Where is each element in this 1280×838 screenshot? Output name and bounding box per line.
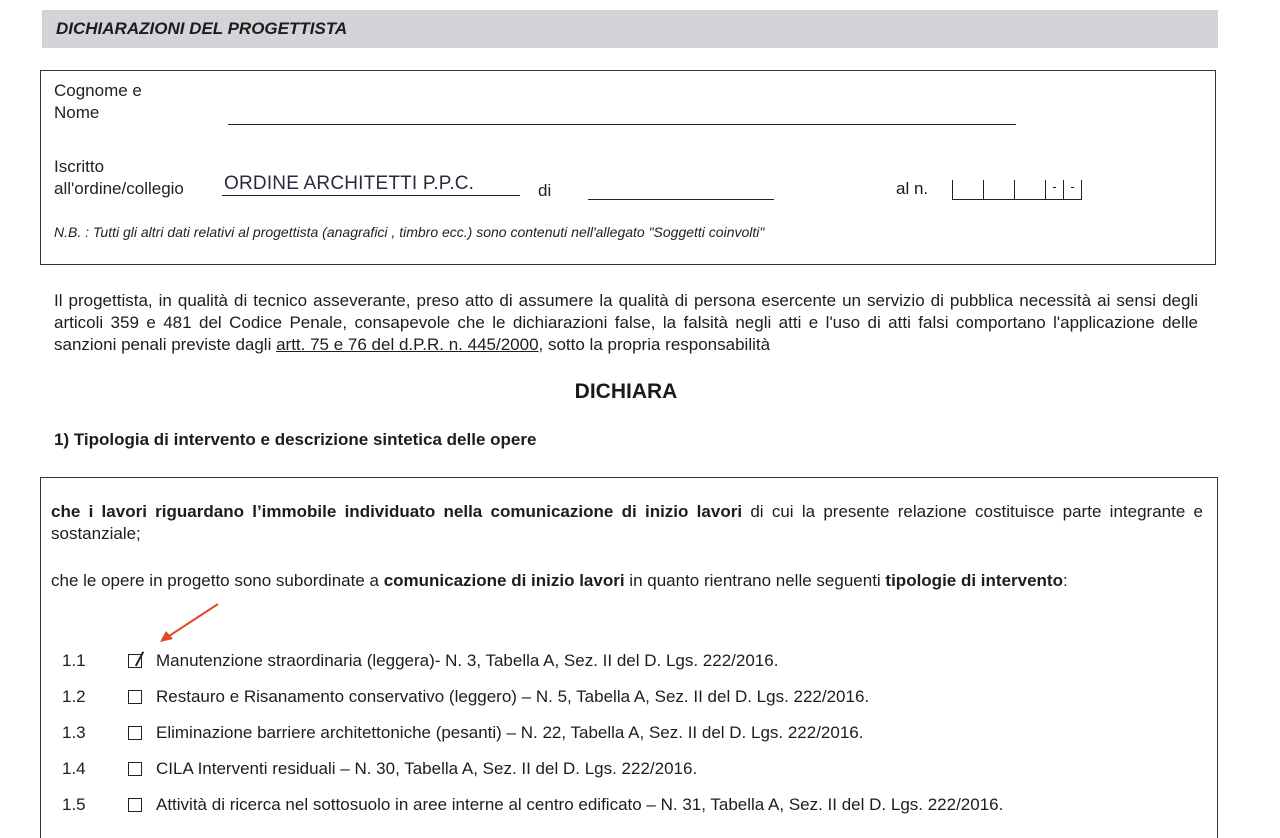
iscritto-label-2: all'ordine/collegio — [54, 179, 184, 198]
list-item-1-5 — [62, 793, 1003, 817]
reg-box-2[interactable] — [983, 180, 1014, 200]
item-number: 1.5 — [62, 795, 86, 814]
item-text: Manutenzione straordinaria (leggera)- N. 3, Tabella A, Sez. II del D. Lgs. 222/2016. — [156, 651, 779, 670]
ordine-field[interactable]: ORDINE ARCHITETTI P.P.C. — [224, 173, 475, 194]
item-text: Eliminazione barriere architettoniche (pesanti) – N. 22, Tabella A, Sez. II del D. Lgs. 222/2016. — [156, 723, 864, 742]
name-label-2: Nome — [54, 103, 100, 122]
reg-box-4[interactable]: - — [1045, 180, 1063, 200]
list-item-1-4 — [62, 757, 697, 781]
checkbox-icon[interactable] — [128, 690, 142, 704]
reg-box-end — [1081, 180, 1083, 200]
checkbox-icon[interactable] — [128, 726, 142, 740]
al-n-label: al n. — [896, 179, 929, 198]
iscritto-label-1: Iscritto — [54, 157, 105, 176]
list-item-1-3 — [62, 721, 863, 745]
di-label: di — [538, 181, 552, 200]
checkbox-checked-icon[interactable] — [128, 654, 142, 668]
list-item-1-2 — [62, 685, 869, 709]
name-label-1: Cognome e — [54, 81, 142, 100]
registration-number-field[interactable] — [952, 178, 1083, 200]
declaration-paragraph: Il progettista, in qualità di tecnico asseverante, preso atto di assumere la qualità di persona esercente un servizio di pubblica necessità ai sensi degli articoli 359 e 481 del Codice Penale, consapevole che le dichiarazioni false, la falsità negli atti e l'uso di atti falsi comportano l'applicazione delle sanzioni penali previste dagli artt. 75 e 76 del d.P.R. n. 445/2000, sotto la propria responsabilità — [54, 291, 1198, 354]
item-number: 1.1 — [62, 651, 86, 670]
list-item-1-1 — [62, 649, 778, 673]
note-text: N.B. : Tutti gli altri dati relativi al progettista (anagrafici , timbro ecc.) sono contenuti nell'allegato "Soggetti coinvolti" — [54, 224, 765, 240]
reg-box-3[interactable] — [1014, 180, 1045, 200]
item-text: Attività di ricerca nel sottosuolo in aree interne al centro edificato – N. 31, Tabella A, Sez. II del D. Lgs. 222/2016. — [156, 795, 1004, 814]
name-field[interactable] — [228, 104, 1016, 125]
law-reference: artt. 75 e 76 del d.P.R. n. 445/2000 — [276, 335, 539, 354]
section-header-title: DICHIARAZIONI DEL PROGETTISTA — [56, 19, 348, 38]
item-number: 1.3 — [62, 723, 86, 742]
section-header — [42, 10, 1218, 48]
item-number: 1.2 — [62, 687, 86, 706]
dichiara-heading: DICHIARA — [574, 380, 678, 403]
city-field[interactable] — [588, 178, 774, 200]
checkbox-icon[interactable] — [128, 762, 142, 776]
section-1-title: 1) Tipologia di intervento e descrizione sintetica delle opere — [54, 430, 537, 449]
annotation-arrow-icon — [150, 598, 230, 648]
works-paragraph: che i lavori riguardano l’immobile individuato nella comunicazione di inizio lavori di cui la presente relazione costituisce parte integrante e sostanziale; — [51, 502, 1204, 543]
item-text: CILA Interventi residuali – N. 30, Tabella A, Sez. II del D. Lgs. 222/2016. — [156, 759, 698, 778]
ordine-underline — [222, 195, 520, 196]
reg-box-1[interactable] — [952, 180, 983, 200]
reg-box-5[interactable]: - — [1063, 180, 1081, 200]
item-number: 1.4 — [62, 759, 86, 778]
intervention-types-paragraph: che le opere in progetto sono subordinate a comunicazione di inizio lavori in quanto rientrano nelle seguenti tipologie di intervento: — [51, 571, 1068, 590]
item-text: Restauro e Risanamento conservativo (leggero) – N. 5, Tabella A, Sez. II del D. Lgs. 222/2016. — [156, 687, 870, 706]
